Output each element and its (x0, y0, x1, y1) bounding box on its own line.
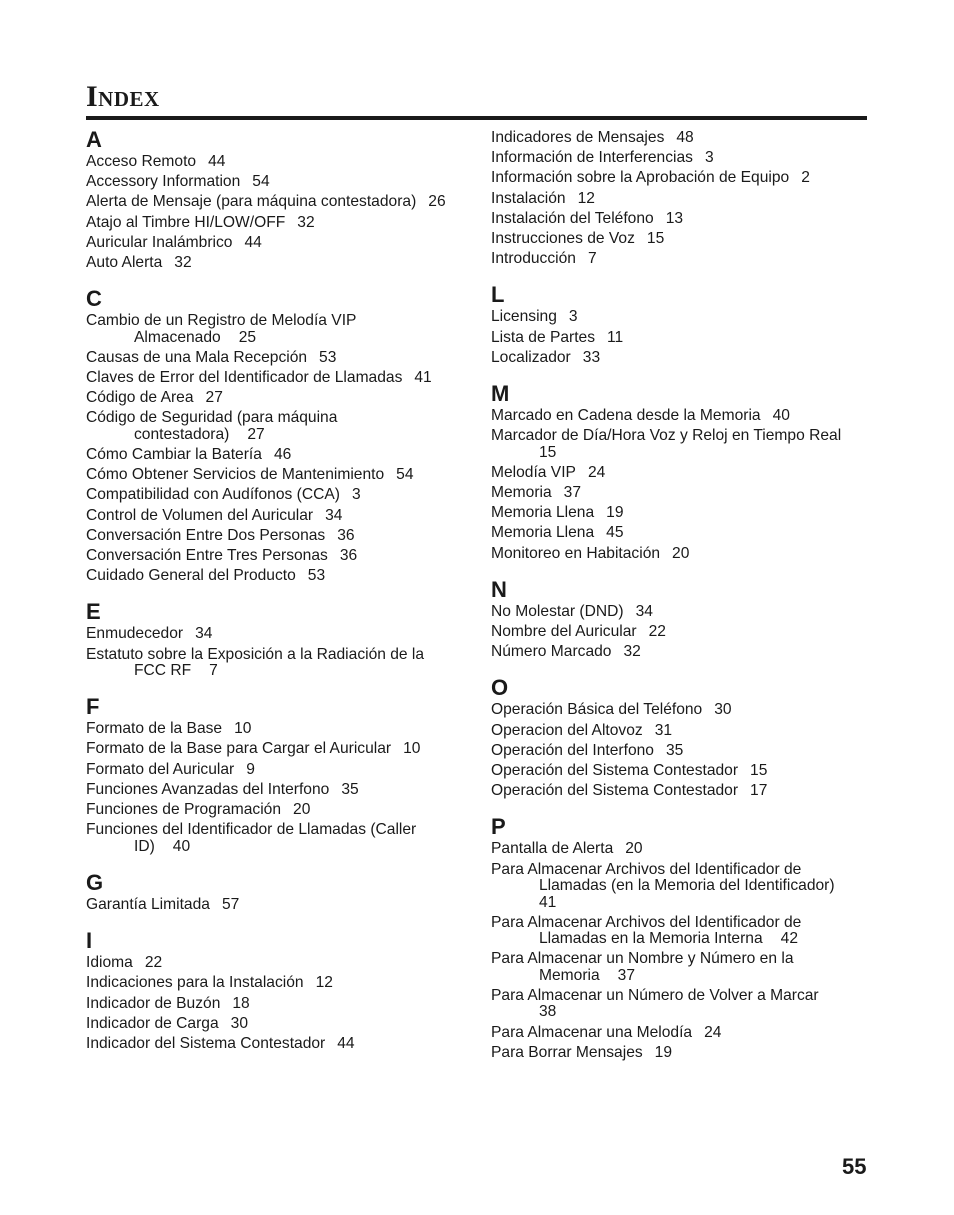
index-entry (491, 913, 867, 950)
entry-page: 54 (252, 173, 270, 191)
entry-term: Compatibilidad con Audífonos (CCA) (86, 486, 340, 504)
entry-page: 22 (648, 623, 666, 641)
section-letter: M (491, 381, 510, 407)
entry-term-continued: contestadora) (134, 425, 230, 443)
index-entry (491, 721, 867, 741)
entry-page: 9 (246, 760, 255, 778)
index-entry (491, 1023, 867, 1043)
entry-page: 54 (396, 466, 414, 484)
index-entry (86, 624, 458, 644)
entry-page: 24 (704, 1023, 722, 1041)
entry-page: 2 (801, 169, 810, 187)
index-entry (491, 503, 867, 523)
entry-page: 32 (623, 643, 641, 661)
section-letter: P (491, 814, 506, 840)
entry-term: Para Almacenar un Número de Volver a Marcar (491, 986, 819, 1004)
entry-term: Introducción (491, 250, 576, 268)
entry-page: 42 (780, 930, 798, 948)
index-entry (491, 483, 867, 503)
entry-page: 20 (672, 544, 690, 562)
entry-term: Cómo Obtener Servicios de Mantenimiento (86, 466, 385, 484)
index-entry (86, 311, 458, 348)
index-entry (86, 192, 458, 212)
entry-page: 18 (232, 994, 250, 1012)
entry-term: Garantía Limitada (86, 895, 210, 913)
index-entry (86, 348, 458, 368)
index-section (86, 128, 458, 273)
index-entry (491, 348, 867, 368)
section-letter: O (491, 675, 509, 701)
page-title: Index (86, 80, 160, 113)
section-letter: E (86, 599, 101, 625)
entry-page: 11 (607, 328, 624, 346)
entry-page: 22 (144, 954, 163, 972)
entry-term: Funciones del Identificador de Llamadas (Caller (86, 821, 417, 839)
entry-term: Indicador del Sistema Contestador (86, 1034, 326, 1052)
index-section (491, 815, 867, 1062)
entry-term: Melodía VIP (491, 463, 576, 481)
entry-page: 53 (319, 348, 337, 366)
entry-page: 20 (293, 801, 311, 819)
entry-term: Operacion del Altovoz (491, 721, 643, 739)
entry-term: Operación Básica del Teléfono (491, 701, 703, 719)
entry-term: Instrucciones de Voz (491, 230, 635, 248)
entry-page: 30 (230, 1014, 248, 1032)
section-letter: I (86, 928, 93, 954)
index-entry (491, 761, 867, 781)
index-entry (491, 229, 867, 249)
entry-page: 33 (582, 348, 601, 366)
entry-term: Indicador de Carga (86, 1014, 219, 1032)
entry-term: Instalación (491, 189, 566, 207)
entry-page: 45 (606, 524, 624, 542)
index-entry (491, 622, 867, 642)
entry-term: Conversación Entre Tres Personas (86, 547, 328, 565)
entry-term: Nombre del Auricular (491, 623, 637, 641)
index-entry (491, 406, 867, 426)
index-entry (86, 739, 458, 759)
entry-page: 10 (403, 740, 421, 758)
index-entry (86, 566, 458, 586)
index-entry (86, 645, 458, 682)
entry-term: Marcador de Día/Hora Voz y Reloj en Tiempo Real (491, 427, 842, 445)
entry-page: 41 (414, 369, 432, 387)
index-entry (86, 895, 458, 915)
index-section (491, 578, 867, 663)
entry-term: Estatuto sobre la Exposición a la Radiación de la (86, 645, 425, 663)
entry-term: Monitoreo en Habitación (491, 544, 661, 562)
index-entry (491, 700, 867, 720)
entry-term: Formato de la Base para Cargar el Auricular (86, 740, 392, 758)
entry-term-continued: Almacenado (134, 328, 221, 346)
entry-page: 44 (337, 1034, 355, 1052)
entry-term: Accessory Information (86, 173, 241, 191)
entry-page: 32 (297, 213, 315, 231)
index-entry (491, 189, 867, 209)
entry-term: Cómo Cambiar la Batería (86, 446, 262, 464)
entry-page: 30 (714, 701, 732, 719)
entry-page: 19 (654, 1043, 673, 1061)
index-section (491, 382, 867, 564)
index-section (86, 871, 458, 915)
index-entry (491, 781, 867, 801)
entry-term-continued: Llamadas (en la Memoria del Identificador) (539, 877, 835, 895)
entry-term: Memoria Llena (491, 524, 595, 542)
index-entry (86, 820, 458, 857)
entry-term: Número Marcado (491, 643, 612, 661)
entry-term: Para Borrar Mensajes (491, 1043, 643, 1061)
entry-page: 34 (325, 506, 343, 524)
index-section (86, 600, 458, 681)
section-letter: C (86, 286, 102, 312)
entry-term: Para Almacenar Archivos del Identificador de (491, 913, 802, 931)
entry-page: 40 (772, 407, 790, 425)
entry-page: 53 (307, 567, 326, 585)
index-section (491, 128, 867, 269)
entry-term: Para Almacenar un Nombre y Número en la (491, 950, 794, 968)
entry-page: 46 (273, 446, 292, 464)
entry-term: Memoria (491, 484, 552, 502)
entry-term: Auto Alerta (86, 254, 163, 272)
index-entry (86, 388, 458, 408)
index-entry (86, 526, 458, 546)
entry-term: No Molestar (DND) (491, 602, 624, 620)
index-column-left (86, 128, 458, 1068)
entry-term: Instalación del Teléfono (491, 209, 654, 227)
entry-term: Lista de Partes (491, 328, 596, 346)
entry-page: 7 (209, 662, 218, 680)
index-entry (86, 780, 458, 800)
entry-term: Pantalla de Alerta (491, 840, 614, 858)
entry-term-continued: Memoria (539, 966, 600, 984)
entry-page: 12 (577, 189, 595, 207)
index-entry (491, 307, 867, 327)
entry-term: Funciones de Programación (86, 801, 282, 819)
entry-page: 24 (587, 463, 606, 481)
entry-page: 35 (341, 780, 359, 798)
entry-page: 27 (247, 425, 265, 443)
entry-term: Acceso Remoto (86, 153, 197, 170)
section-letter: L (491, 282, 505, 308)
entry-page: 44 (208, 153, 226, 170)
entry-term: Auricular Inalámbrico (86, 233, 233, 251)
entry-term: Licensing (491, 308, 557, 326)
entry-page: 3 (351, 486, 361, 504)
index-entry (491, 463, 867, 483)
entry-page: 40 (172, 837, 191, 855)
index-entry (86, 1034, 458, 1054)
index-entry (491, 839, 867, 859)
index-entry (86, 233, 458, 253)
entry-page: 20 (625, 840, 643, 858)
entry-term: Claves de Error del Identificador de Llamadas (86, 369, 403, 387)
index-section (86, 287, 458, 586)
entry-term: Operación del Sistema Contestador (491, 782, 739, 800)
entry-term: Enmudecedor (86, 625, 184, 643)
page-number: 55 (842, 1154, 867, 1179)
entry-page: 35 (665, 741, 684, 759)
entry-term: Indicaciones para la Instalación (86, 974, 304, 992)
index-entry (491, 1043, 867, 1063)
index-entry (86, 152, 458, 172)
entry-page: 34 (195, 625, 213, 643)
entry-page: 10 (234, 720, 252, 738)
index-entry (491, 128, 867, 148)
index-entry (86, 719, 458, 739)
index-entry (491, 209, 867, 229)
entry-page: 12 (315, 974, 333, 992)
index-entry (86, 408, 458, 445)
entry-term: Idioma (86, 954, 133, 972)
entry-term: Para Almacenar una Melodía (491, 1023, 693, 1041)
index-entry (491, 426, 867, 463)
entry-page: 15 (750, 762, 768, 780)
entry-term: Indicador de Buzón (86, 994, 221, 1012)
index-section (86, 929, 458, 1054)
entry-page: 37 (563, 484, 582, 502)
index-entry (86, 546, 458, 566)
entry-term: Para Almacenar Archivos del Identificador de (491, 860, 802, 878)
entry-term: Formato de la Base (86, 720, 223, 738)
index-entry (491, 168, 867, 188)
section-letter: F (86, 694, 100, 720)
entry-page: 37 (617, 966, 636, 984)
entry-page: 48 (676, 129, 694, 146)
index-entry (491, 148, 867, 168)
index-entry (86, 445, 458, 465)
index-entry (86, 800, 458, 820)
entry-page: 31 (654, 721, 673, 739)
index-entry (491, 860, 867, 913)
title-rule (86, 116, 867, 120)
entry-term: Marcado en Cadena desde la Memoria (491, 407, 761, 425)
entry-term: Cambio de un Registro de Melodía VIP (86, 312, 357, 330)
index-entry (86, 953, 458, 973)
entry-term: Operación del Interfono (491, 741, 654, 759)
entry-page: 38 (539, 1003, 557, 1021)
entry-term: Formato del Auricular (86, 760, 235, 778)
entry-page: 44 (244, 233, 262, 251)
entry-term-continued: Llamadas en la Memoria Interna (539, 930, 763, 948)
entry-term: Información de Interferencias (491, 149, 693, 167)
section-letter: G (86, 869, 104, 895)
entry-page: 3 (704, 149, 714, 167)
entry-term: Funciones Avanzadas del Interfono (86, 780, 330, 798)
index-entry (491, 523, 867, 543)
index-entry (86, 506, 458, 526)
entry-term: Memoria Llena (491, 504, 595, 522)
section-letter: A (86, 127, 102, 152)
entry-page: 26 (428, 193, 446, 211)
entry-term: Código de Area (86, 389, 194, 407)
entry-page: 17 (750, 782, 768, 800)
index-entry (86, 485, 458, 505)
index-entry (491, 741, 867, 761)
index-entry (491, 949, 867, 986)
entry-term: Operación del Sistema Contestador (491, 762, 739, 780)
entry-page: 34 (635, 602, 653, 620)
index-entry (86, 994, 458, 1014)
entry-page: 32 (174, 254, 192, 272)
entry-term: Cuidado General del Producto (86, 567, 296, 585)
entry-page: 25 (238, 328, 257, 346)
index-entry (86, 1014, 458, 1034)
index-section (86, 695, 458, 857)
entry-term: Código de Seguridad (para máquina (86, 409, 338, 427)
index-entry (491, 602, 867, 622)
index-entry (491, 249, 867, 269)
index-entry (86, 465, 458, 485)
entry-term: Conversación Entre Dos Personas (86, 526, 326, 544)
entry-page: 27 (205, 389, 223, 407)
entry-page: 36 (337, 526, 355, 544)
entry-page: 36 (339, 547, 358, 565)
index-section (491, 676, 867, 801)
index-entry (491, 328, 867, 348)
index-entry (86, 760, 458, 780)
section-letter: N (491, 576, 507, 602)
entry-page: 13 (665, 209, 684, 227)
index-entry (86, 172, 458, 192)
entry-term: Atajo al Timbre HI/LOW/OFF (86, 213, 286, 231)
entry-page: 41 (539, 893, 557, 911)
index-column-right (491, 128, 867, 1077)
index-section (491, 283, 867, 368)
entry-term: Alerta de Mensaje (para máquina contestadora) (86, 193, 417, 211)
index-entry (86, 368, 458, 388)
entry-page: 15 (539, 443, 557, 461)
index-entry (491, 642, 867, 662)
entry-page: 19 (606, 504, 624, 522)
entry-term: Control de Volumen del Auricular (86, 506, 314, 524)
entry-page: 7 (587, 250, 597, 268)
index-entry (491, 544, 867, 564)
entry-term: Información sobre la Aprobación de Equipo (491, 169, 790, 187)
index-entry (86, 973, 458, 993)
entry-term-continued: FCC RF (134, 662, 192, 680)
entry-term-continued: ID) (134, 837, 155, 855)
entry-term: Localizador (491, 348, 571, 366)
index-entry (491, 986, 867, 1023)
entry-page: 57 (221, 895, 240, 913)
entry-term: Indicadores de Mensajes (491, 129, 665, 146)
index-entry (86, 253, 458, 273)
index-entry (86, 213, 458, 233)
entry-term: Causas de una Mala Recepción (86, 348, 308, 366)
entry-page: 3 (568, 308, 578, 326)
entry-page: 15 (646, 230, 665, 248)
